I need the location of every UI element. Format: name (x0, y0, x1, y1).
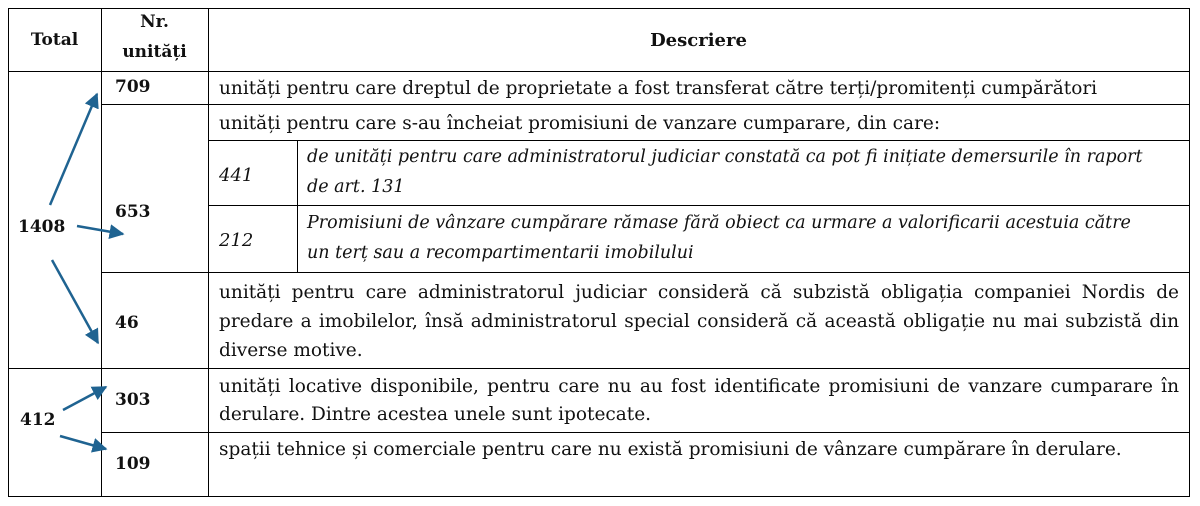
subrow-divider (208, 205, 1190, 206)
row-divider (101, 432, 1190, 433)
row-description: unități pentru care dreptul de proprietate a fost transferat către terți/promitenți cumpărători (219, 78, 1098, 99)
table-border-right (1189, 8, 1190, 497)
row-count: 653 (115, 202, 151, 222)
subcolumn-divider (297, 140, 298, 272)
subrow-description-line1: Promisiuni de vânzare cumpărare rămase fără obiect ca urmare a valorificarii acestuia către (307, 213, 1131, 233)
header-total: Total (30, 30, 79, 50)
arrow-to-109 (60, 436, 106, 449)
row-description: spații tehnice și comerciale pentru care nu există promisiuni de vânzare cumpărare în derulare. (219, 439, 1122, 460)
header-description: Descriere (650, 30, 747, 51)
row-count: 303 (115, 390, 151, 410)
table-border-bottom (8, 496, 1190, 497)
group-total: 412 (20, 410, 56, 430)
row-description: unități pentru care administratorul judiciar consideră că subzistă obligația companiei Nordis de predare a imobilelor, însă administratorul special consideră că această obligație nu mai subzistă din diverse motive. (219, 282, 1179, 361)
header-nr-line2: unități (122, 42, 187, 62)
subrow-divider (208, 140, 1190, 141)
subrow-description-line2: un terț sau a recompartimentarii imobilului (307, 243, 694, 263)
subrow-count: 441 (219, 165, 254, 186)
row-count: 109 (115, 454, 151, 474)
row-description: unități locative disponibile, pentru care nu au fost identificate promisiuni de vanzare cumparare în derulare. Dintre acestea unele sunt ipotecate. (219, 376, 1179, 425)
table-border-top (8, 8, 1190, 9)
column-divider-total (101, 8, 102, 497)
row-divider (101, 272, 1190, 273)
row-count: 46 (115, 313, 139, 333)
subrow-count: 212 (219, 230, 254, 251)
arrow-to-709 (50, 94, 97, 205)
arrow-to-46 (52, 260, 98, 343)
row-divider (101, 104, 1190, 105)
arrow-to-653 (77, 226, 123, 234)
subrow-description-line2: de art. 131 (307, 177, 405, 197)
arrow-to-303 (63, 387, 106, 410)
table-border-left (8, 8, 9, 497)
group-total: 1408 (18, 217, 66, 237)
subrow-description-line1: de unități pentru care administratorul judiciar constată ca pot fi inițiate demersurile în raport (307, 147, 1143, 167)
group-divider (8, 368, 1190, 369)
row-count: 709 (115, 77, 151, 97)
column-divider-count (208, 8, 209, 497)
header-nr-line1: Nr. (140, 12, 169, 32)
header-divider (8, 71, 1190, 72)
row-description: unități pentru care s-au încheiat promisiuni de vanzare cumparare, din care: (219, 113, 941, 134)
